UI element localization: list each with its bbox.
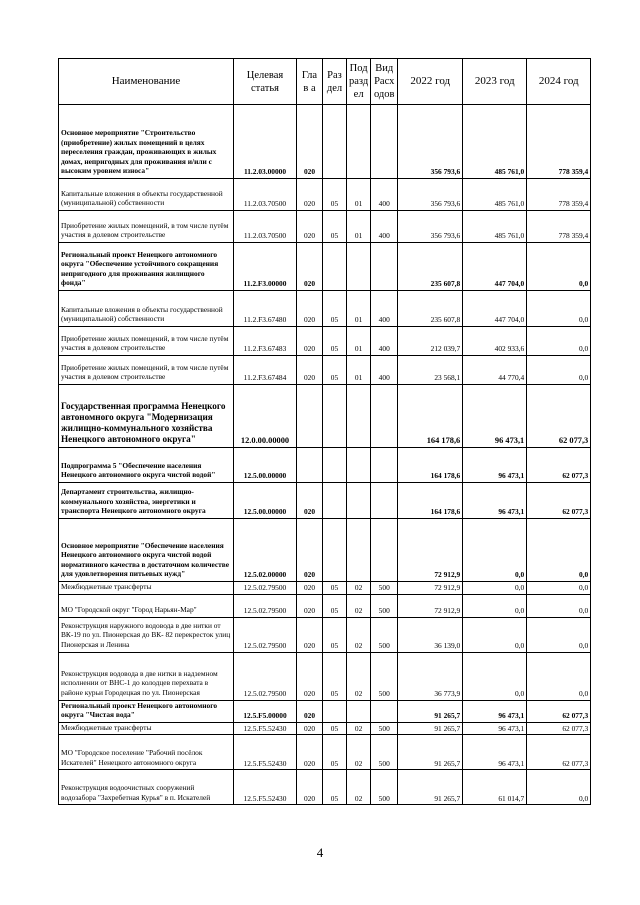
table-row (59, 211, 591, 243)
row-2023-cell: 0,0 (463, 582, 527, 595)
row-2023-cell: 96 473,1 (463, 700, 527, 722)
row-podrazdel-cell: 01 (347, 356, 371, 385)
row-2022-cell: 356 793,6 (398, 105, 463, 179)
row-2023-cell: 447 704,0 (463, 243, 527, 291)
row-razdel-cell: 05 (323, 179, 347, 211)
row-target-cell: 12.5.F5.52430 (234, 722, 297, 735)
row-target-cell: 12.0.00.00000 (234, 385, 297, 448)
row-podrazdel-cell: 01 (347, 179, 371, 211)
row-glava-cell: 020 (297, 291, 323, 327)
row-target-cell: 12.5.02.79500 (234, 582, 297, 595)
row-target-cell: 11.2.F3.67484 (234, 356, 297, 385)
row-2023-cell: 61 014,7 (463, 770, 527, 805)
row-podrazdel-cell (347, 700, 371, 722)
row-target-cell: 12.5.00.00000 (234, 448, 297, 483)
row-2023-cell: 0,0 (463, 594, 527, 617)
row-2022-cell: 36 139,0 (398, 617, 463, 652)
row-podrazdel-cell: 02 (347, 652, 371, 700)
row-razdel-cell (323, 448, 347, 483)
row-target-cell: 11.2.03.00000 (234, 105, 297, 179)
table-row (59, 327, 591, 356)
row-name-cell: Департамент строительства, жилищно-коммунального хозяйства, энергетики и транспорта Ненецкого автономного округа (59, 483, 234, 519)
row-name-cell: Капитальные вложения в объекты государственной (муниципальной) собственности (59, 179, 234, 211)
row-vid-cell: 400 (371, 291, 398, 327)
row-2024-cell: 62 077,3 (527, 385, 591, 448)
row-2024-cell: 0,0 (527, 770, 591, 805)
row-razdel-cell: 05 (323, 291, 347, 327)
header-vid: Вид Расх одов (371, 59, 398, 105)
row-2023-cell: 447 704,0 (463, 291, 527, 327)
row-razdel-cell: 05 (323, 211, 347, 243)
row-glava-cell: 020 (297, 105, 323, 179)
row-name-cell: Основное мероприятие "Строительство (приобретение) жилых помещений в целях переселения граждан, проживающих в жилых домах, непригодных для проживания и/или с высоким уровнем износа" (59, 105, 234, 179)
row-2022-cell: 356 793,6 (398, 179, 463, 211)
row-vid-cell: 400 (371, 327, 398, 356)
row-glava-cell: 020 (297, 243, 323, 291)
row-vid-cell (371, 483, 398, 519)
table-row (59, 652, 591, 700)
row-name-cell: Реконструкция водовода в две нитки в надземном исполнении от ВНС-1 до колодцев перехвата в районе курьи Городецкая по ул. Пионерская (59, 652, 234, 700)
row-2022-cell: 164 178,6 (398, 448, 463, 483)
row-target-cell: 12.5.02.79500 (234, 652, 297, 700)
row-2022-cell: 72 912,9 (398, 582, 463, 595)
row-vid-cell (371, 105, 398, 179)
row-razdel-cell: 05 (323, 722, 347, 735)
row-2024-cell: 62 077,3 (527, 483, 591, 519)
row-2022-cell: 212 039,7 (398, 327, 463, 356)
row-glava-cell: 020 (297, 483, 323, 519)
row-2023-cell: 96 473,1 (463, 483, 527, 519)
row-razdel-cell (323, 385, 347, 448)
row-2024-cell: 62 077,3 (527, 735, 591, 770)
row-podrazdel-cell: 02 (347, 770, 371, 805)
row-2023-cell: 44 770,4 (463, 356, 527, 385)
row-target-cell: 11.2.03.70500 (234, 179, 297, 211)
row-2022-cell: 91 265,7 (398, 700, 463, 722)
row-2024-cell: 0,0 (527, 594, 591, 617)
row-2024-cell: 0,0 (527, 519, 591, 582)
row-2022-cell: 36 773,9 (398, 652, 463, 700)
row-2022-cell: 23 568,1 (398, 356, 463, 385)
row-glava-cell (297, 448, 323, 483)
row-podrazdel-cell: 01 (347, 291, 371, 327)
row-razdel-cell: 05 (323, 617, 347, 652)
table-row (59, 700, 591, 722)
row-name-cell: Региональный проект Ненецкого автономного округа "Чистая вода" (59, 700, 234, 722)
row-target-cell: 12.5.02.79500 (234, 594, 297, 617)
row-podrazdel-cell: 02 (347, 722, 371, 735)
row-2024-cell: 0,0 (527, 617, 591, 652)
row-glava-cell: 020 (297, 356, 323, 385)
row-glava-cell: 020 (297, 700, 323, 722)
row-target-cell: 12.5.F5.00000 (234, 700, 297, 722)
header-glava: Гла в а (297, 59, 323, 105)
row-target-cell: 11.2.F3.00000 (234, 243, 297, 291)
row-name-cell: Реконструкция наружного водовода в две нитки от ВК-19 по ул. Пионерская до ВК- 82 перекресток улиц Пионерская и Ленина (59, 617, 234, 652)
row-name-cell: Приобретение жилых помещений, в том числе путём участия в долевом строительстве (59, 211, 234, 243)
row-vid-cell: 500 (371, 582, 398, 595)
row-target-cell: 12.5.F5.52430 (234, 770, 297, 805)
row-name-cell: Государственная программа Ненецкого автономного округа "Модернизация жилищно-коммунального хозяйства Ненецкого автономного округа" (59, 385, 234, 448)
table-header-row (59, 59, 591, 105)
row-target-cell: 12.5.02.79500 (234, 617, 297, 652)
row-vid-cell (371, 385, 398, 448)
row-2023-cell: 485 761,0 (463, 211, 527, 243)
row-razdel-cell: 05 (323, 356, 347, 385)
row-target-cell: 11.2.F3.67480 (234, 291, 297, 327)
row-vid-cell: 500 (371, 735, 398, 770)
row-name-cell: Подпрограмма 5 "Обеспечение населения Ненецкого автономного округа чистой водой" (59, 448, 234, 483)
row-name-cell: Капитальные вложения в объекты государственной (муниципальной) собственности (59, 291, 234, 327)
row-2024-cell: 778 359,4 (527, 179, 591, 211)
row-2024-cell: 0,0 (527, 291, 591, 327)
header-name: Наименование (59, 59, 234, 105)
row-2022-cell: 91 265,7 (398, 770, 463, 805)
row-glava-cell: 020 (297, 327, 323, 356)
row-2023-cell: 96 473,1 (463, 448, 527, 483)
row-2022-cell: 356 793,6 (398, 211, 463, 243)
row-2023-cell: 485 761,0 (463, 179, 527, 211)
table-row (59, 617, 591, 652)
row-vid-cell: 400 (371, 179, 398, 211)
row-razdel-cell (323, 483, 347, 519)
row-2023-cell: 0,0 (463, 617, 527, 652)
row-2022-cell: 235 607,8 (398, 243, 463, 291)
row-vid-cell: 500 (371, 722, 398, 735)
row-2023-cell: 485 761,0 (463, 105, 527, 179)
table-row (59, 243, 591, 291)
table-row (59, 582, 591, 595)
row-podrazdel-cell: 02 (347, 582, 371, 595)
row-name-cell: Межбюджетные трансферты (59, 582, 234, 595)
table-row (59, 594, 591, 617)
row-glava-cell: 020 (297, 519, 323, 582)
header-2022: 2022 год (398, 59, 463, 105)
row-2022-cell: 91 265,7 (398, 722, 463, 735)
row-podrazdel-cell: 01 (347, 211, 371, 243)
row-target-cell: 12.5.02.00000 (234, 519, 297, 582)
row-name-cell: Основное мероприятие "Обеспечение населения Ненецкого автономного округа чистой водой нормативного качества в достаточном количестве для удовлетворения питьевых нужд" (59, 519, 234, 582)
row-vid-cell (371, 519, 398, 582)
row-vid-cell (371, 448, 398, 483)
row-2024-cell: 0,0 (527, 243, 591, 291)
row-2022-cell: 72 912,9 (398, 594, 463, 617)
table-row (59, 179, 591, 211)
row-razdel-cell: 05 (323, 770, 347, 805)
row-glava-cell: 020 (297, 582, 323, 595)
row-2024-cell: 62 077,3 (527, 448, 591, 483)
row-podrazdel-cell: 02 (347, 617, 371, 652)
header-podrazdel: Под разд ел (347, 59, 371, 105)
row-vid-cell: 500 (371, 617, 398, 652)
table-row (59, 356, 591, 385)
row-podrazdel-cell (347, 385, 371, 448)
row-2022-cell: 91 265,7 (398, 735, 463, 770)
row-vid-cell (371, 243, 398, 291)
row-glava-cell (297, 385, 323, 448)
row-vid-cell: 400 (371, 211, 398, 243)
row-podrazdel-cell (347, 448, 371, 483)
row-podrazdel-cell: 02 (347, 594, 371, 617)
row-2024-cell: 0,0 (527, 327, 591, 356)
row-vid-cell (371, 700, 398, 722)
row-2023-cell: 96 473,1 (463, 385, 527, 448)
row-glava-cell: 020 (297, 735, 323, 770)
row-razdel-cell (323, 700, 347, 722)
row-razdel-cell: 05 (323, 735, 347, 770)
row-glava-cell: 020 (297, 652, 323, 700)
table-row (59, 105, 591, 179)
table-row (59, 519, 591, 582)
row-vid-cell: 400 (371, 356, 398, 385)
row-name-cell: Приобретение жилых помещений, в том числе путём участия в долевом строительстве (59, 356, 234, 385)
row-target-cell: 12.5.00.00000 (234, 483, 297, 519)
row-name-cell: Приобретение жилых помещений, в том числе путём участия в долевом строительстве (59, 327, 234, 356)
row-2023-cell: 96 473,1 (463, 735, 527, 770)
row-podrazdel-cell (347, 105, 371, 179)
row-2022-cell: 72 912,9 (398, 519, 463, 582)
row-podrazdel-cell (347, 519, 371, 582)
row-2023-cell: 0,0 (463, 652, 527, 700)
row-2023-cell: 402 933,6 (463, 327, 527, 356)
row-glava-cell: 020 (297, 179, 323, 211)
row-razdel-cell (323, 519, 347, 582)
header-target: Целевая статья (234, 59, 297, 105)
row-target-cell: 12.5.F5.52430 (234, 735, 297, 770)
header-razdel: Раз дел (323, 59, 347, 105)
table-row (59, 385, 591, 448)
row-target-cell: 11.2.03.70500 (234, 211, 297, 243)
row-2024-cell: 0,0 (527, 356, 591, 385)
header-2023: 2023 год (463, 59, 527, 105)
row-razdel-cell: 05 (323, 652, 347, 700)
row-glava-cell: 020 (297, 594, 323, 617)
row-podrazdel-cell: 01 (347, 327, 371, 356)
table-row (59, 291, 591, 327)
row-razdel-cell: 05 (323, 582, 347, 595)
row-razdel-cell (323, 243, 347, 291)
row-name-cell: Региональный проект Ненецкого автономного округа "Обеспечение устойчивого сокращения непригодного для проживания жилищного фонда" (59, 243, 234, 291)
table-body (59, 105, 591, 805)
row-glava-cell: 020 (297, 770, 323, 805)
row-2024-cell: 0,0 (527, 652, 591, 700)
row-2024-cell: 778 359,4 (527, 211, 591, 243)
table-row (59, 722, 591, 735)
row-target-cell: 11.2.F3.67483 (234, 327, 297, 356)
row-glava-cell: 020 (297, 722, 323, 735)
row-name-cell: МО "Городской округ "Город Нарьян-Мар" (59, 594, 234, 617)
table-row (59, 770, 591, 805)
row-razdel-cell: 05 (323, 327, 347, 356)
page-number: 4 (316, 845, 324, 860)
row-vid-cell: 500 (371, 652, 398, 700)
row-podrazdel-cell (347, 243, 371, 291)
row-2022-cell: 164 178,6 (398, 483, 463, 519)
row-vid-cell: 500 (371, 770, 398, 805)
row-podrazdel-cell: 02 (347, 735, 371, 770)
row-podrazdel-cell (347, 483, 371, 519)
row-glava-cell: 020 (297, 617, 323, 652)
table-row (59, 735, 591, 770)
row-name-cell: Межбюджетные трансферты (59, 722, 234, 735)
row-2023-cell: 96 473,1 (463, 722, 527, 735)
row-razdel-cell: 05 (323, 594, 347, 617)
row-2022-cell: 164 178,6 (398, 385, 463, 448)
table-row (59, 448, 591, 483)
row-2022-cell: 235 607,8 (398, 291, 463, 327)
row-2024-cell: 0,0 (527, 582, 591, 595)
row-2024-cell: 778 359,4 (527, 105, 591, 179)
row-2023-cell: 0,0 (463, 519, 527, 582)
row-razdel-cell (323, 105, 347, 179)
row-2024-cell: 62 077,3 (527, 722, 591, 735)
row-vid-cell: 500 (371, 594, 398, 617)
row-name-cell: МО "Городское поселение "Рабочий посёлок Искателей" Ненецкого автономного округа (59, 735, 234, 770)
header-2024: 2024 год (527, 59, 591, 105)
row-2024-cell: 62 077,3 (527, 700, 591, 722)
budget-table (58, 58, 591, 805)
row-glava-cell: 020 (297, 211, 323, 243)
row-name-cell: Реконструкция водоочистных сооружений водозабора "Захребетная Курья" в п. Искателей (59, 770, 234, 805)
table-row (59, 483, 591, 519)
